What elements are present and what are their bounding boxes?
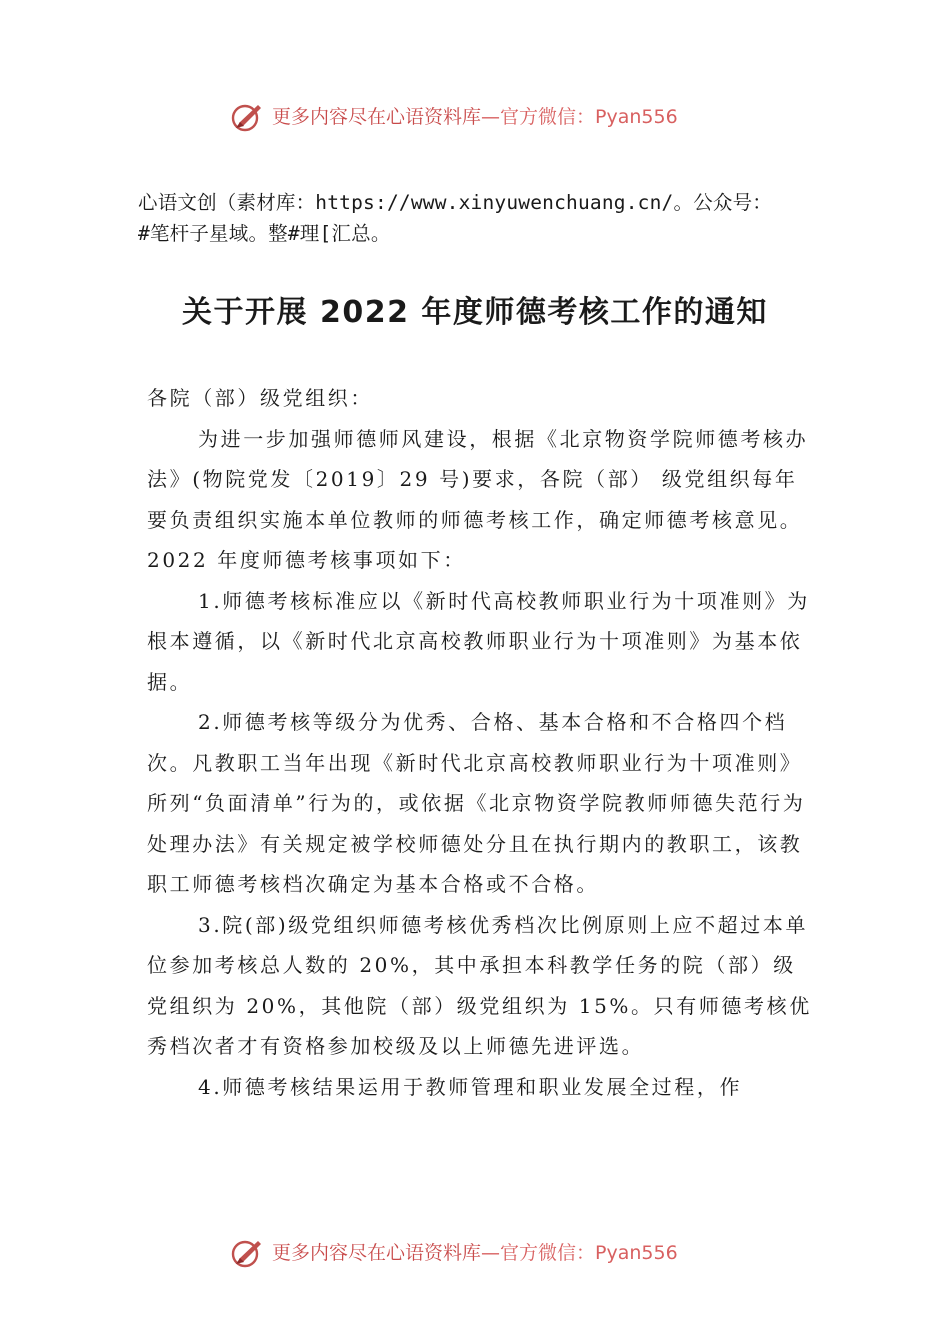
banner-wechat-text: —官方微信：Pyan556 bbox=[481, 1242, 678, 1264]
document-body bbox=[147, 378, 817, 1107]
document-title: 关于开展 2022 年度师德考核工作的通知 bbox=[182, 295, 768, 330]
banner-wechat-text: —官方微信：Pyan556 bbox=[481, 106, 678, 128]
paragraph-item-3: 3.院(部)级党组织师德考核优秀档次比例原则上应不超过本单位参加考核总人数的 20%，其中承担本科教学任务的院（部）级党组织为 20%，其他院（部）级党组织为 15%。只有师德考核优秀档次者才有资格参加校级及以上师德先进评选。 bbox=[147, 912, 812, 1058]
header-banner bbox=[0, 97, 950, 137]
source-line-1: 心语文创（素材库：https://www.xinyuwenchuang.cn/。公众号： bbox=[138, 191, 772, 214]
banner-library-text: 更多内容尽在心语资料库 bbox=[272, 106, 482, 128]
banner-library-text: 更多内容尽在心语资料库 bbox=[272, 1242, 482, 1264]
banner-text bbox=[272, 1233, 678, 1273]
paragraph-item-1: 1.师德考核标准应以《新时代高校教师职业行为十项准则》为根本遵循，以《新时代北京高校教师职业行为十项准则》为基本依据。 bbox=[147, 588, 810, 694]
footer-banner bbox=[0, 1233, 950, 1273]
source-note bbox=[138, 187, 838, 249]
quill-pen-icon bbox=[230, 101, 266, 133]
paragraph-intro: 为进一步加强师德师风建设，根据《北京物资学院师德考核办法》(物院党发〔2019〕29 号)要求，各院（部） 级党组织每年要负责组织实施本单位教师的师德考核工作，确定师德考核意见。2022 年度师德考核事项如下： bbox=[147, 426, 809, 572]
source-line-2: #笔杆子星域。整#理[汇总。 bbox=[138, 222, 391, 245]
quill-pen-icon bbox=[230, 1237, 266, 1269]
banner-text bbox=[272, 97, 678, 137]
paragraph-item-2: 2.师德考核等级分为优秀、合格、基本合格和不合格四个档次。凡教职工当年出现《新时代北京高校教师职业行为十项准则》所列“负面清单”行为的，或依据《北京物资学院教师师德失范行为处理办法》有关规定被学校师德处分且在执行期内的教职工，该教职工师德考核档次确定为基本合格或不合格。 bbox=[147, 710, 806, 896]
salutation: 各院（部）级党组织： bbox=[147, 386, 373, 410]
paragraph-item-4: 4.师德考核结果运用于教师管理和职业发展全过程，作 bbox=[198, 1074, 743, 1099]
